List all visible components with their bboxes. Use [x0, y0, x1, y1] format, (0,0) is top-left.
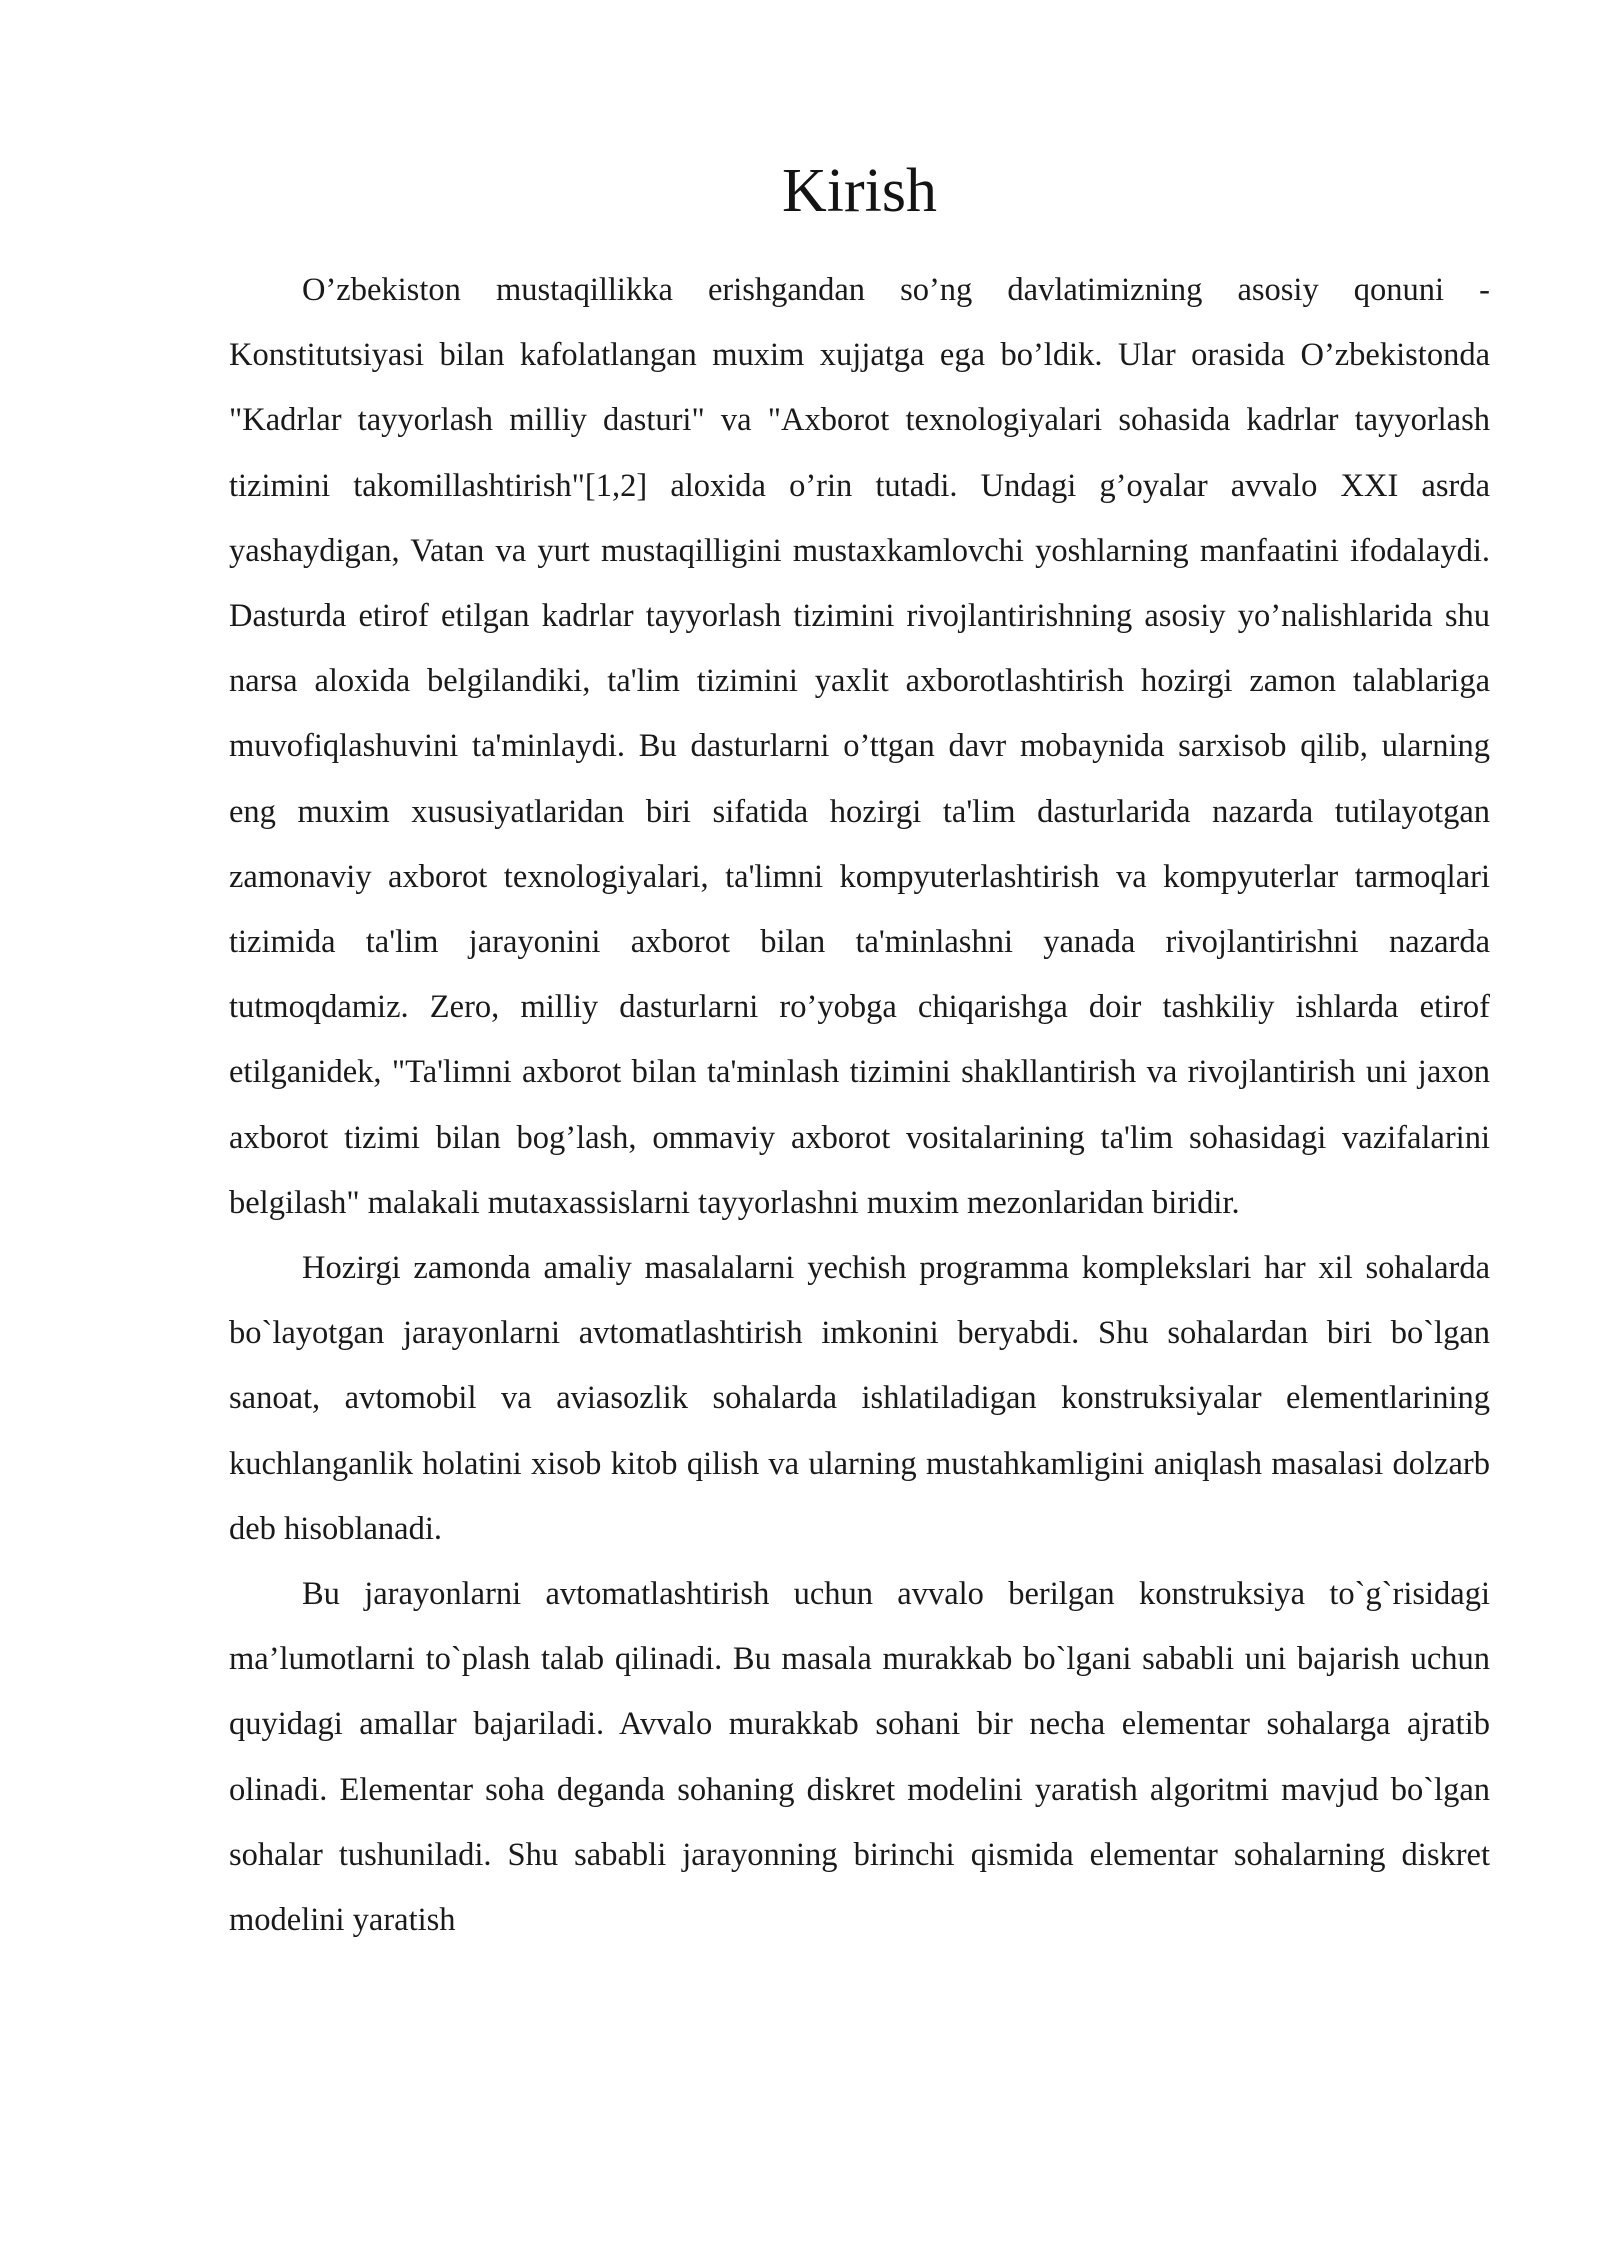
page-title: Kirish — [782, 157, 937, 225]
paragraph-2: Hozirgi zamonda amaliy masalalarni yechish programma komplekslari har xil sohalarda bo`layotgan jarayonlarni avtomatlashtirish imkonini beryabdi. Shu sohalardan biri bo`lgan sanoat, avtomobil va aviasozlik sohalarda ishlatiladigan konstruksiyalar elementlarining kuchlanganlik holatini xisob kitob qilish va ularning mustahkamligini aniqlash masalasi dolzarb deb hisoblanadi. — [229, 1250, 1490, 1547]
body-text — [229, 258, 1490, 1953]
paragraph-3: Bu jarayonlarni avtomatlashtirish uchun avvalo berilgan konstruksiya to`g`risidagi ma’lumotlarni to`plash talab qilinadi. Bu masala murakkab bo`lgani sababli uni bajarish uchun quyidagi amallar bajariladi. Avvalo murakkab sohani bir necha elementar sohalarga ajratib olinadi. Elementar soha deganda sohaning diskret modelini yaratish algoritmi mavjud bo`lgan sohalar tushuniladi. Shu sababli jarayonning birinchi qismida elementar sohalarning diskret modelini yaratish — [229, 1576, 1490, 1939]
paragraph-1: O’zbekiston mustaqillikka erishgandan so’ng davlatimizning asosiy qonuni - Konstitutsiyasi bilan kafolatlangan muxim xujjatga ega bo’ldik. Ular orasida O’zbekistonda "Kadrlar tayyorlash milliy dasturi" va "Axborot texnologiyalari sohasida kadrlar tayyorlash tizimini takomillashtirish"[1,2] aloxida o’rin tutadi. Undagi g’oyalar avvalo XXI asrda yashaydigan, Vatan va yurt mustaqilligini mustaxkamlovchi yoshlarning manfaatini ifodalaydi. Dasturda etirof etilgan kadrlar tayyorlash tizimini rivojlantirishning asosiy yo’nalishlarida shu narsa aloxida belgilandiki, ta'lim tizimini yaxlit axborotlashtirish hozirgi zamon talablariga muvofiqlashuvini ta'minlaydi. Bu dasturlarni o’ttgan davr mobaynida sarxisob qilib, ularning eng muxim xususiyatlaridan biri sifatida hozirgi ta'lim dasturlarida nazarda tutilayotgan zamonaviy axborot texnologiyalari, ta'limni kompyuterlashtirish va kompyuterlar tarmoqlari tizimida ta'lim jarayonini axborot bilan ta'minlashni yanada rivojlantirishni nazarda tutmoqdamiz. Zero, milliy dasturlarni ro’yobga chiqarishga doir tashkiliy ishlarda etirof etilganidek, "Ta'limni axborot bilan ta'minlash tizimini shakllantirish va rivojlantirish uni jaxon axborot tizimi bilan bog’lash, ommaviy axborot vositalarining ta'lim sohasidagi vazifalarini belgilash" malakali mutaxassislarni tayyorlashni muxim mezonlaridan biridir. — [229, 272, 1490, 1221]
